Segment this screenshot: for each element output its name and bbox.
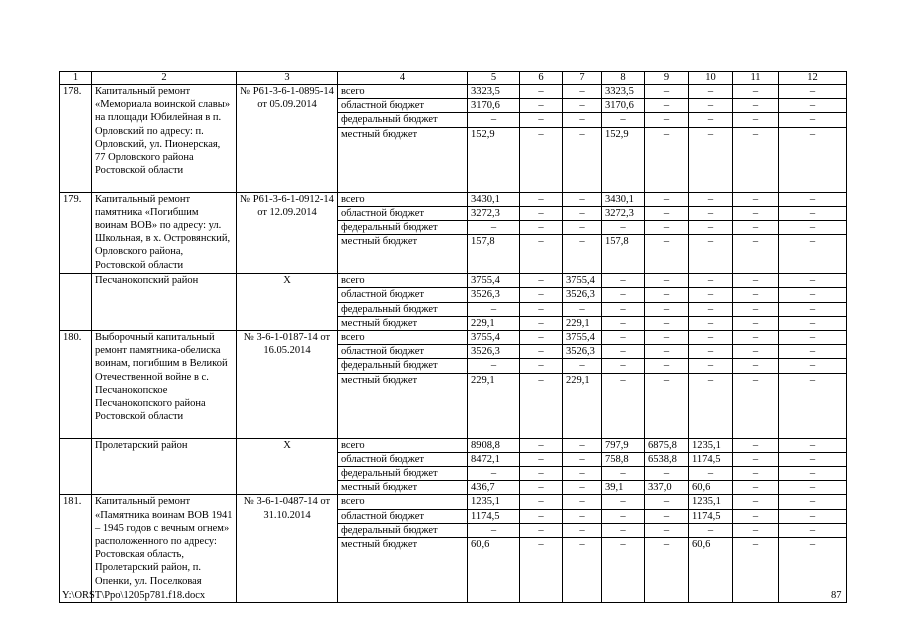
district-name: Песчанокопский район [92,274,237,331]
value-cell: – [779,192,847,206]
document-ref: № 3-6-1-0187-14 от 16.05.2014 [237,331,338,439]
value-cell: 1174,5 [689,509,733,523]
value-cell: – [779,345,847,359]
value-cell: 3323,5 [468,85,520,99]
value-cell: – [645,331,689,345]
value-cell: – [520,359,563,373]
value-cell: – [563,359,602,373]
value-cell: 337,0 [645,481,689,495]
budget-table [59,71,847,603]
value-cell: – [733,538,779,603]
value-cell: – [520,192,563,206]
value-cell: – [733,85,779,99]
value-cell: – [733,302,779,316]
value-cell: – [602,538,645,603]
budget-source-label: всего [338,438,468,452]
value-cell: – [779,302,847,316]
page-number: 87 [831,590,842,601]
value-cell: – [563,85,602,99]
value-cell: – [602,302,645,316]
budget-source-label: всего [338,331,468,345]
value-cell: – [689,206,733,220]
value-cell: – [779,438,847,452]
value-cell: 1235,1 [468,495,520,509]
value-cell: – [563,206,602,220]
value-cell: – [602,359,645,373]
value-cell: – [468,302,520,316]
value-cell: – [520,221,563,235]
budget-source-label: местный бюджет [338,316,468,330]
value-cell: – [733,221,779,235]
budget-source-label: всего [338,495,468,509]
value-cell: 3170,6 [468,99,520,113]
value-cell: – [689,85,733,99]
value-cell: – [602,274,645,288]
value-cell: – [733,235,779,274]
value-cell: – [779,274,847,288]
value-cell: – [563,467,602,481]
value-cell: 3272,3 [468,206,520,220]
value-cell: – [645,113,689,127]
value-cell: – [468,359,520,373]
value-cell: – [733,274,779,288]
value-cell: – [645,509,689,523]
document-ref: Х [237,274,338,331]
value-cell: – [602,316,645,330]
value-cell: – [563,127,602,192]
budget-source-label: областной бюджет [338,288,468,302]
value-cell: – [689,235,733,274]
budget-source-label: федеральный бюджет [338,302,468,316]
budget-source-label: областной бюджет [338,509,468,523]
value-cell: 758,8 [602,452,645,466]
value-cell: – [563,99,602,113]
value-cell: – [779,359,847,373]
value-cell: – [689,274,733,288]
value-cell: – [563,113,602,127]
value-cell: – [689,345,733,359]
value-cell: – [733,192,779,206]
value-cell: 1174,5 [468,509,520,523]
budget-source-label: местный бюджет [338,538,468,603]
value-cell: – [563,523,602,537]
budget-source-label: местный бюджет [338,127,468,192]
value-cell: – [520,274,563,288]
value-cell: 1174,5 [689,452,733,466]
row-number [60,438,92,495]
budget-source-label: всего [338,274,468,288]
value-cell: 3526,3 [468,345,520,359]
table-row [60,438,847,452]
value-cell: – [520,481,563,495]
value-cell: – [520,509,563,523]
value-cell: 60,6 [689,481,733,495]
value-cell: – [520,316,563,330]
value-cell: – [779,495,847,509]
value-cell: 6875,8 [645,438,689,452]
value-cell: – [733,331,779,345]
table-body [60,72,847,603]
value-cell: – [520,452,563,466]
value-cell: – [520,438,563,452]
budget-source-label: областной бюджет [338,206,468,220]
value-cell: – [779,481,847,495]
value-cell: – [689,99,733,113]
value-cell: – [520,206,563,220]
value-cell: – [733,373,779,438]
budget-source-label: местный бюджет [338,373,468,438]
file-path: Y:\ORST\Ppo\1205p781.f18.docx [62,590,206,601]
value-cell: – [520,113,563,127]
value-cell: 229,1 [468,316,520,330]
value-cell: – [520,302,563,316]
object-name: Капитальный ремонт «Мемориала воинской славы» на площади Юбилейная в п. Орловский по адресу: п. Орловский, ул. Пионерская, 77 Орловского района Ростовской области [92,85,237,193]
value-cell: – [733,452,779,466]
value-cell: – [689,127,733,192]
value-cell: – [733,523,779,537]
value-cell: 152,9 [468,127,520,192]
header-cell: 4 [338,72,468,85]
value-cell: 436,7 [468,481,520,495]
value-cell: – [733,481,779,495]
value-cell: – [563,481,602,495]
value-cell: – [779,113,847,127]
value-cell: 8908,8 [468,438,520,452]
value-cell: – [733,509,779,523]
value-cell: – [602,373,645,438]
value-cell: – [779,467,847,481]
value-cell: – [733,359,779,373]
budget-source-label: федеральный бюджет [338,359,468,373]
value-cell: 3430,1 [468,192,520,206]
value-cell: 60,6 [468,538,520,603]
header-cell: 6 [520,72,563,85]
value-cell: – [520,235,563,274]
value-cell: – [563,452,602,466]
value-cell: – [645,206,689,220]
table-row [60,331,847,345]
value-cell: 3755,4 [468,331,520,345]
value-cell: – [468,467,520,481]
budget-source-label: федеральный бюджет [338,467,468,481]
value-cell: – [689,467,733,481]
value-cell: – [602,467,645,481]
value-cell: – [563,509,602,523]
document-ref: № Р61-3-6-1-0912-14 от 12.09.2014 [237,192,338,274]
value-cell: – [602,288,645,302]
value-cell: – [602,113,645,127]
value-cell: – [689,316,733,330]
value-cell: – [779,331,847,345]
value-cell: – [520,331,563,345]
header-cell: 3 [237,72,338,85]
value-cell: – [520,99,563,113]
value-cell: – [520,538,563,603]
budget-source-label: федеральный бюджет [338,523,468,537]
value-cell: – [733,113,779,127]
value-cell: 3526,3 [563,345,602,359]
row-number: 178. [60,85,92,193]
row-number: 180. [60,331,92,439]
value-cell: – [645,316,689,330]
header-cell: 10 [689,72,733,85]
value-cell: 39,1 [602,481,645,495]
value-cell: – [779,235,847,274]
value-cell: – [468,113,520,127]
value-cell: – [563,538,602,603]
budget-source-label: областной бюджет [338,452,468,466]
value-cell: 157,8 [602,235,645,274]
row-number [60,274,92,331]
value-cell: – [733,99,779,113]
row-number: 179. [60,192,92,274]
value-cell: – [733,467,779,481]
value-cell: – [468,523,520,537]
value-cell: 152,9 [602,127,645,192]
table-row [60,274,847,288]
object-name: Капитальный ремонт «Памятника воинам ВОВ 1941 – 1945 годов с вечным огнем» расположенного по адресу: Ростовская область, Пролетарский район, п. Опенки, ул. Поселковая [92,495,237,603]
header-cell: 12 [779,72,847,85]
value-cell: – [563,495,602,509]
district-name: Пролетарский район [92,438,237,495]
budget-source-label: местный бюджет [338,481,468,495]
table-header-row [60,72,847,85]
value-cell: 3526,3 [468,288,520,302]
value-cell: – [520,467,563,481]
value-cell: 60,6 [689,538,733,603]
value-cell: – [520,495,563,509]
table-row [60,192,847,206]
budget-source-label: местный бюджет [338,235,468,274]
value-cell: – [645,274,689,288]
value-cell: 3323,5 [602,85,645,99]
header-cell: 9 [645,72,689,85]
budget-source-label: областной бюджет [338,345,468,359]
budget-source-label: федеральный бюджет [338,113,468,127]
value-cell: 157,8 [468,235,520,274]
value-cell: – [563,192,602,206]
value-cell: – [645,221,689,235]
value-cell: 3755,4 [563,274,602,288]
object-name: Капитальный ремонт памятника «Погибшим воинам ВОВ» по адресу: ул. Школьная, в х. Островянский, Орловского района, Ростовской области [92,192,237,274]
value-cell: – [779,373,847,438]
value-cell: – [645,192,689,206]
value-cell: 1235,1 [689,438,733,452]
value-cell: – [779,523,847,537]
value-cell: – [733,495,779,509]
header-cell: 5 [468,72,520,85]
header-cell: 8 [602,72,645,85]
value-cell: – [733,206,779,220]
value-cell: – [733,288,779,302]
value-cell: – [689,221,733,235]
value-cell: 3526,3 [563,288,602,302]
value-cell: 1235,1 [689,495,733,509]
value-cell: – [468,221,520,235]
value-cell: – [779,316,847,330]
value-cell: 3755,4 [468,274,520,288]
value-cell: – [520,523,563,537]
value-cell: – [645,85,689,99]
value-cell: – [645,235,689,274]
row-number: 181. [60,495,92,603]
value-cell: – [520,345,563,359]
value-cell: – [645,288,689,302]
value-cell: – [645,359,689,373]
value-cell: 797,9 [602,438,645,452]
value-cell: – [779,99,847,113]
value-cell: – [563,302,602,316]
value-cell: 229,1 [563,373,602,438]
value-cell: – [779,452,847,466]
budget-source-label: федеральный бюджет [338,221,468,235]
value-cell: – [645,495,689,509]
value-cell: – [520,288,563,302]
value-cell: 3272,3 [602,206,645,220]
value-cell: 229,1 [563,316,602,330]
value-cell: – [645,467,689,481]
value-cell: – [733,345,779,359]
value-cell: – [520,127,563,192]
value-cell: – [645,345,689,359]
value-cell: – [645,373,689,438]
value-cell: 3755,4 [563,331,602,345]
value-cell: – [689,192,733,206]
document-ref: № Р61-3-6-1-0895-14 от 05.09.2014 [237,85,338,193]
value-cell: – [689,288,733,302]
value-cell: – [733,127,779,192]
value-cell: – [779,127,847,192]
header-cell: 11 [733,72,779,85]
value-cell: – [689,373,733,438]
value-cell: – [689,331,733,345]
value-cell: – [645,127,689,192]
header-cell: 1 [60,72,92,85]
document-ref: № 3-6-1-0487-14 от 31.10.2014 [237,495,338,603]
header-cell: 2 [92,72,237,85]
budget-source-label: всего [338,85,468,99]
value-cell: 229,1 [468,373,520,438]
header-cell: 7 [563,72,602,85]
value-cell: – [779,538,847,603]
value-cell: – [602,221,645,235]
value-cell: – [733,316,779,330]
value-cell: – [602,523,645,537]
value-cell: – [645,302,689,316]
value-cell: – [645,538,689,603]
value-cell: – [602,509,645,523]
value-cell: – [779,288,847,302]
value-cell: – [563,221,602,235]
budget-source-label: всего [338,192,468,206]
value-cell: 3170,6 [602,99,645,113]
value-cell: – [520,85,563,99]
value-cell: – [779,206,847,220]
value-cell: – [733,438,779,452]
value-cell: – [689,302,733,316]
value-cell: – [689,113,733,127]
table-row [60,495,847,509]
value-cell: – [689,359,733,373]
value-cell: – [779,85,847,99]
value-cell: – [645,99,689,113]
value-cell: – [563,438,602,452]
value-cell: – [602,331,645,345]
value-cell: – [563,235,602,274]
value-cell: – [645,523,689,537]
object-name: Выборочный капитальный ремонт памятника-обелиска воинам, погибшим в Великой Отечественной войне в с. Песчанокопское Песчанокопского района Ростовской области [92,331,237,439]
value-cell: – [689,523,733,537]
value-cell: 3430,1 [602,192,645,206]
value-cell: – [602,495,645,509]
budget-source-label: областной бюджет [338,99,468,113]
value-cell: – [520,373,563,438]
table-row [60,85,847,99]
document-ref: Х [237,438,338,495]
value-cell: 8472,1 [468,452,520,466]
value-cell: 6538,8 [645,452,689,466]
value-cell: – [779,221,847,235]
value-cell: – [602,345,645,359]
value-cell: – [779,509,847,523]
